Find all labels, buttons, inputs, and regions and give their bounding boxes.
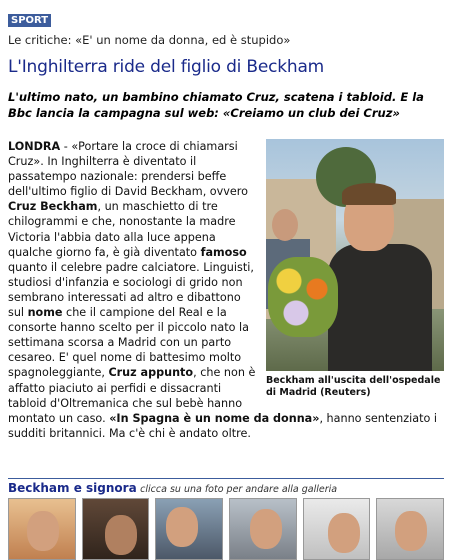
dateline: LONDRA (8, 140, 61, 153)
thumb-face (105, 515, 137, 555)
thumb-face (166, 507, 198, 547)
article-subhead: L'ultimo nato, un bambino chiamato Cruz, scatena i tabloid. E la Bbc lancia la campagna sul web: «Creiamo un club dei Cruz» (8, 90, 424, 120)
photo-caption: Beckham all'uscita dell'ospedale di Madrid (Reuters) (266, 375, 441, 398)
section-badge[interactable]: SPORT (8, 14, 51, 27)
text-part-4: che il campione del Real e la consorte hanno scelto per il piccolo nato la settimana scorsa a Madrid con un parto cesareo. E' quel nome di battesimo molto spagnoleggiante, (8, 306, 249, 380)
bold-part-5: «In Spagna è un nome da donna» (109, 411, 320, 425)
text-part-5: , che non è affatto piaciuto ai perfidi e dissacranti tabloid d'Oltremanica che sul bebè hanno montato un caso. (8, 366, 256, 425)
photo-man-hair (342, 183, 396, 205)
gallery-thumbs (8, 498, 444, 560)
gallery-hint: clicca su una foto per andare alla galleria (140, 484, 338, 495)
gallery-photo-2[interactable] (82, 498, 150, 560)
text-part-3: quanto il celebre padre calciatore. Linguisti, studiosi d'infanzia e sociologi di grido non sembrano interessati ad altro e dibattono sul (8, 260, 254, 320)
article-body (8, 139, 444, 441)
text-part-6: , hanno sentenziato i sudditi britannici. Ma c'è chi è andato oltre. (8, 411, 437, 440)
thumb-face (27, 511, 59, 551)
gallery-photo-1[interactable] (8, 498, 76, 560)
bold-part-2: famoso (200, 245, 247, 259)
gallery-photo-5[interactable] (303, 498, 371, 560)
beckham-photo (266, 139, 444, 371)
gallery-photo-3[interactable] (155, 498, 223, 560)
bold-part-4: Cruz appunto (108, 366, 194, 380)
bold-part-1: Cruz Beckham (8, 200, 98, 214)
photo-flowers (268, 257, 338, 337)
photo-box (266, 139, 444, 399)
thumb-face (328, 513, 360, 553)
article-page (8, 8, 444, 495)
gallery-photo-4[interactable] (229, 498, 297, 560)
text-part-1: - «Portare la croce di chiamarsi Cruz». In Inghilterra è diventato il passatempo nazionale: prendersi beffe dell'ultimo figlio di David Beckham, ovvero (8, 140, 248, 199)
article-headline: L'Inghilterra ride del figlio di Beckham (8, 57, 325, 77)
gallery-header (8, 481, 444, 495)
gallery-title[interactable]: Beckham e signora (8, 481, 137, 495)
photo-man-body (328, 244, 432, 371)
text-part-2: , un maschietto di tre chilogrammi e che, nonostante la madre Victoria l'abbia dato alla luce appena qualche giorno fa, è già diventato (8, 200, 236, 259)
article-kicker: Le critiche: «E' un nome da donna, ed è stupido» (8, 33, 291, 47)
thumb-face (395, 511, 427, 551)
thumb-face (250, 509, 282, 549)
bold-part-3: nome (27, 306, 63, 320)
photo-bystander-head (272, 209, 298, 241)
gallery-photo-6[interactable] (376, 498, 444, 560)
photo-gallery (8, 478, 444, 560)
